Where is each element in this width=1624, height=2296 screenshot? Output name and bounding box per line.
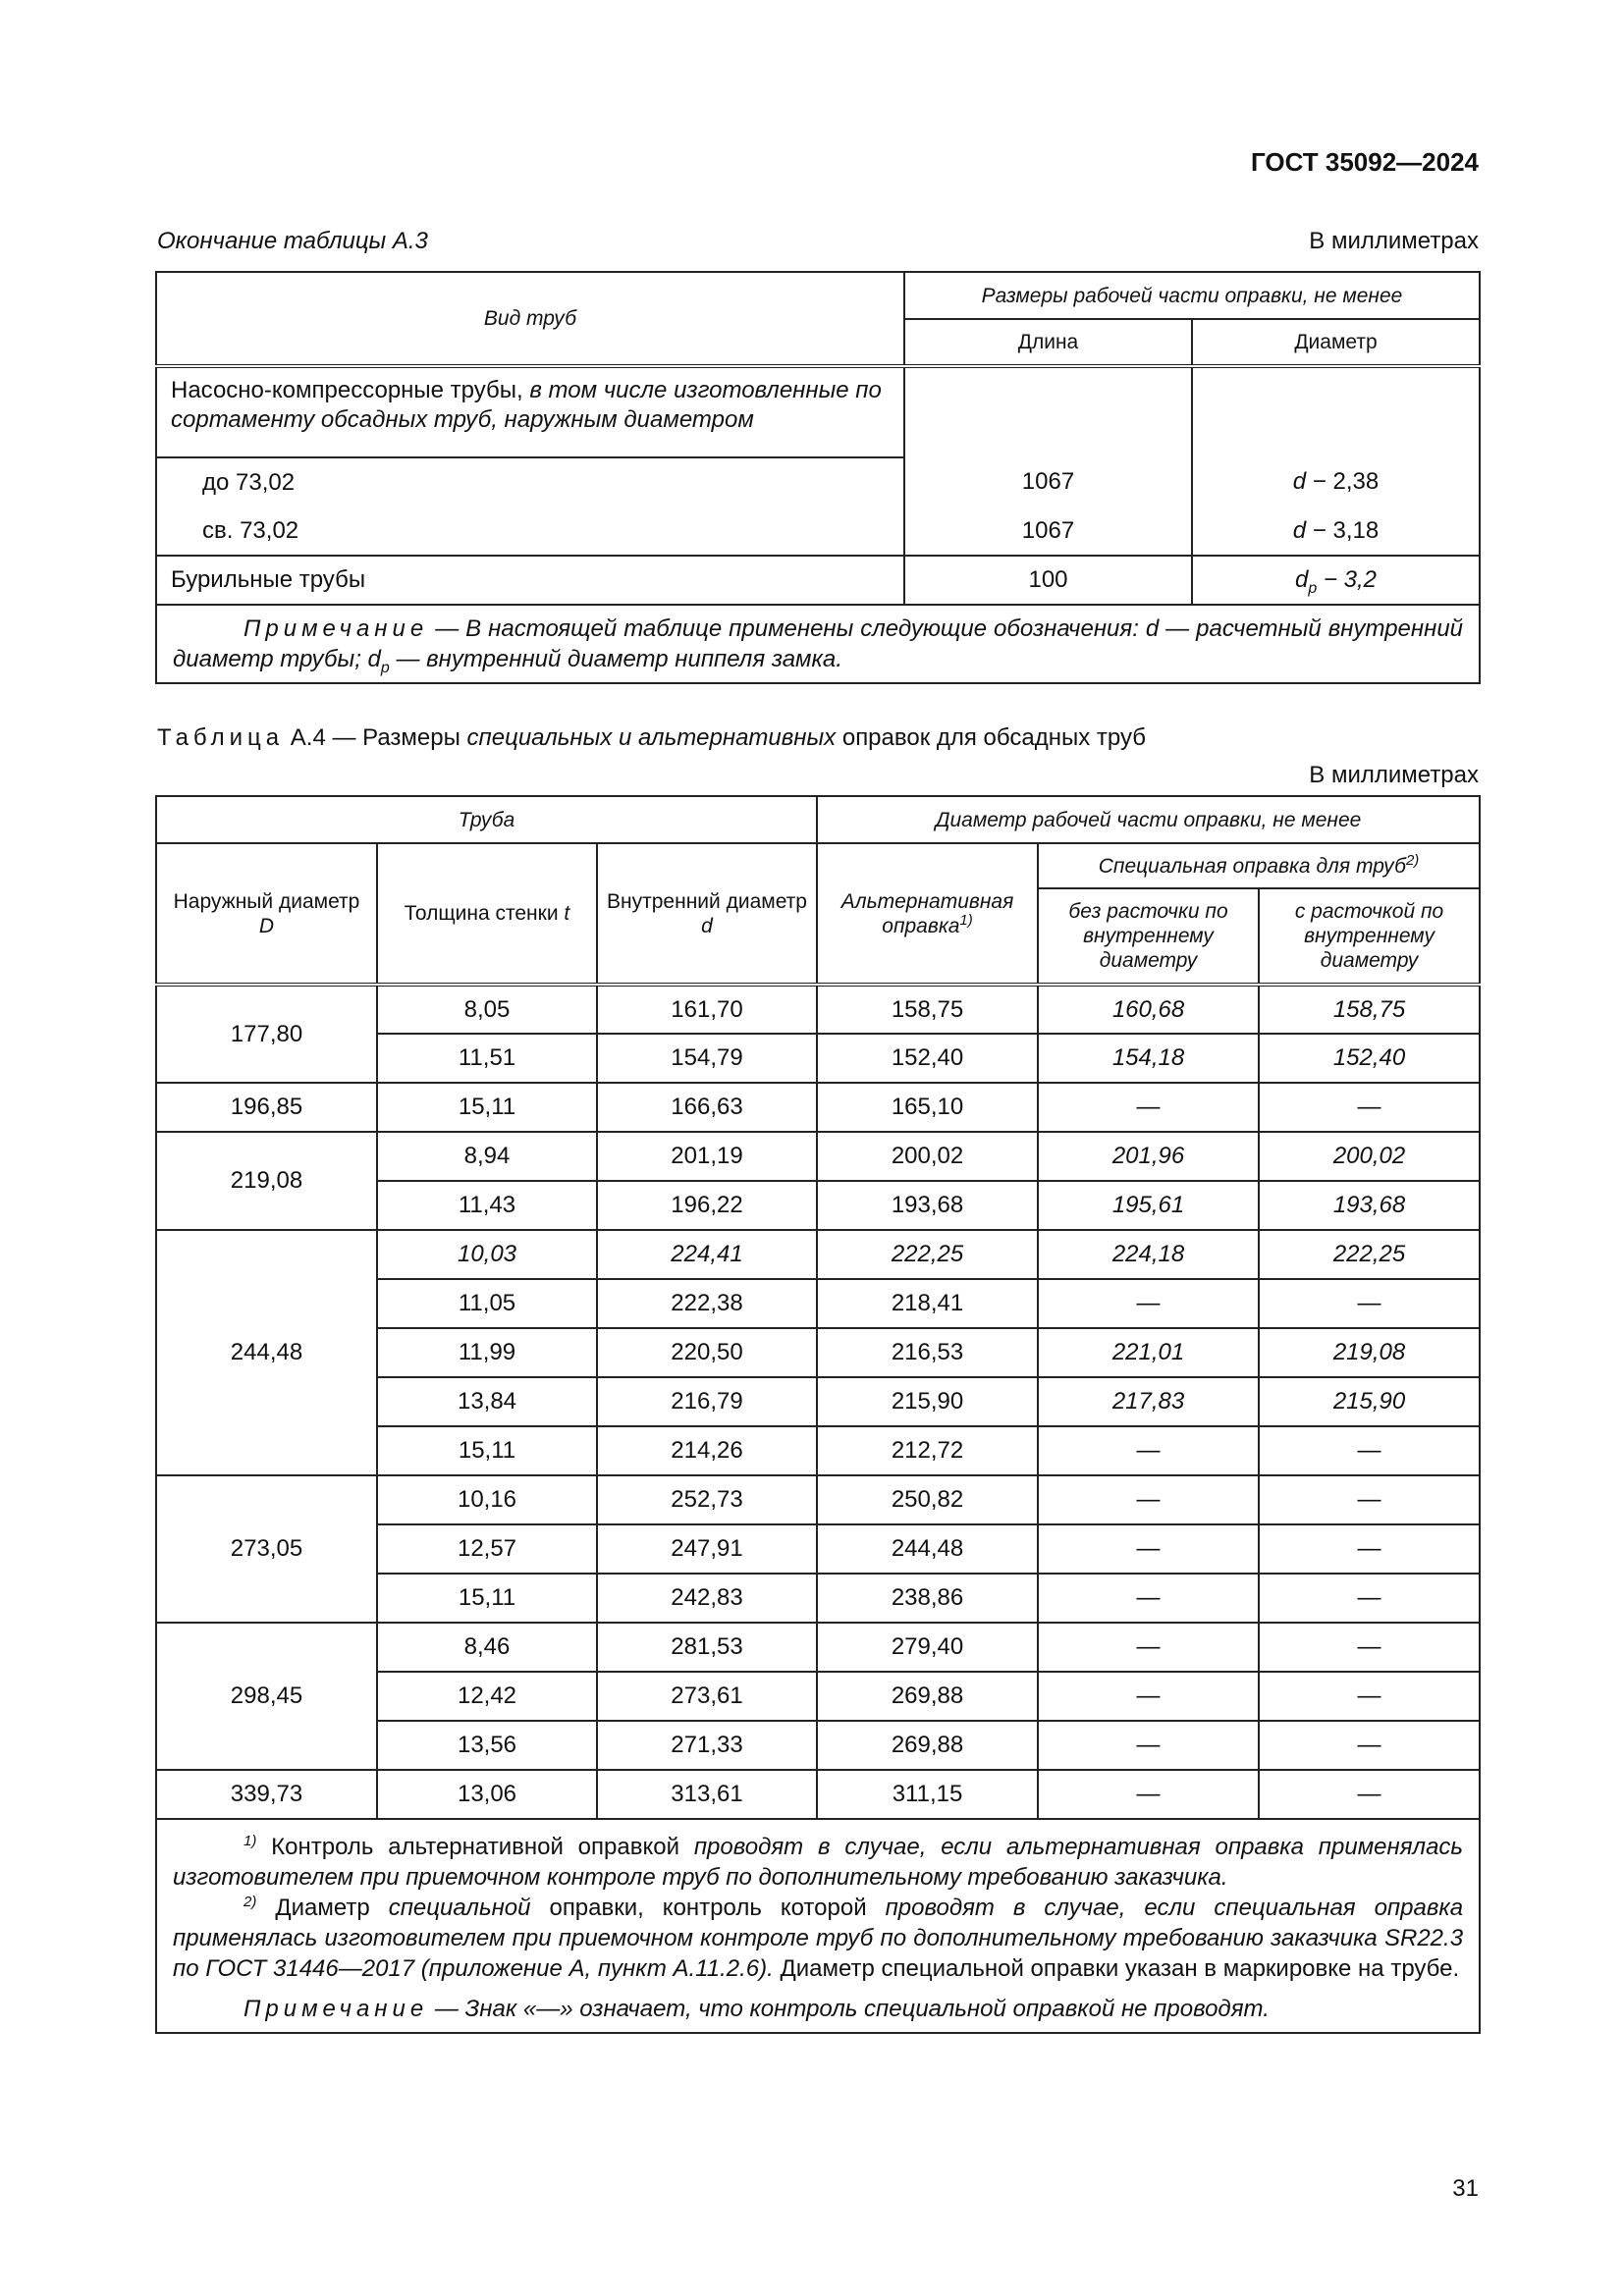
table-row <box>156 1132 1480 1181</box>
cell-inner-diameter: 281,53 <box>597 1623 817 1672</box>
cell-special-bore: 193,68 <box>1259 1181 1480 1230</box>
cell-alternative: 250,82 <box>817 1475 1038 1524</box>
cell-special-bore: 152,40 <box>1259 1034 1480 1083</box>
row-length: 1067 <box>904 507 1192 556</box>
cell-wall-thickness: 15,11 <box>377 1426 597 1475</box>
cell-special-bore: — <box>1259 1426 1480 1475</box>
table-a4-note: Примечание — Знак «—» означает, что контроль специальной оправкой не проводят. <box>244 1996 1270 2022</box>
cell-alternative: 269,88 <box>817 1721 1038 1770</box>
cell-special-no-bore: 154,18 <box>1038 1034 1259 1083</box>
col-header-wall-thickness: Толщина стенки t <box>377 843 597 985</box>
cell-inner-diameter: 271,33 <box>597 1721 817 1770</box>
cell-alternative: 158,75 <box>817 985 1038 1034</box>
cell-inner-diameter: 216,79 <box>597 1377 817 1426</box>
table-a4-footnotes <box>156 1819 1480 2033</box>
cell-special-bore: 222,25 <box>1259 1230 1480 1279</box>
table-row <box>156 1475 1480 1524</box>
cell-special-bore: — <box>1259 1524 1480 1574</box>
cell-outer-diameter: 219,08 <box>156 1132 377 1230</box>
col-header-diameter: Диаметр <box>1192 319 1480 366</box>
cell-special-no-bore: — <box>1038 1426 1259 1475</box>
col-header-pipe: Труба <box>156 796 817 843</box>
cell-wall-thickness: 8,94 <box>377 1132 597 1181</box>
cell-special-bore: 200,02 <box>1259 1132 1480 1181</box>
table-a3-note: Примечание — В настоящей таблице применены следующие обозначения: d — расчетный внутренний диаметр трубы; $d_р$ — внутренний диаметр ниппеля замка. <box>156 605 1480 683</box>
col-header-inner-diameter: Внутренний диаметр d <box>597 843 817 985</box>
cell-wall-thickness: 13,06 <box>377 1770 597 1819</box>
cell-alternative: 215,90 <box>817 1377 1038 1426</box>
cell-special-bore: — <box>1259 1574 1480 1623</box>
cell-special-no-bore: 160,68 <box>1038 985 1259 1034</box>
cell-special-bore: — <box>1259 1672 1480 1721</box>
cell-wall-thickness: 15,11 <box>377 1083 597 1132</box>
cell-wall-thickness: 15,11 <box>377 1574 597 1623</box>
table-a3-caption: Окончание таблицы А.3 <box>157 228 428 254</box>
row-diameter: $d_р - 3,2$ <box>1192 556 1480 605</box>
cell-special-bore: — <box>1259 1475 1480 1524</box>
col-header-special: Специальная оправка для труб$^{2)}$ <box>1038 843 1480 888</box>
row-type: до 73,02 <box>156 457 904 507</box>
cell-special-no-bore: — <box>1038 1524 1259 1574</box>
table-a4-body <box>156 985 1480 1819</box>
cell-outer-diameter: 298,45 <box>156 1623 377 1770</box>
cell-alternative: 244,48 <box>817 1524 1038 1574</box>
col-header-length: Длина <box>904 319 1192 366</box>
table-a3 <box>155 271 1481 684</box>
table-a3-unit: В миллиметрах <box>1309 228 1479 254</box>
footnote-2: $^{2)}$ Диаметр специальной оправки, контроль которой проводят в случае, если специальная оправка применялась изготовителем при приемочном контроле труб по дополнительному требованию заказчика SR22.3 по ГОСТ 31446—2017 (приложение А, пункт А.11.2.6). Диаметр специальной оправки указан в маркировке на трубе. <box>173 1894 1464 1982</box>
cell-alternative: 193,68 <box>817 1181 1038 1230</box>
table-row <box>156 1083 1480 1132</box>
cell-inner-diameter: 201,19 <box>597 1132 817 1181</box>
cell-special-bore: — <box>1259 1721 1480 1770</box>
cell-special-bore: — <box>1259 1770 1480 1819</box>
row-length: 1067 <box>904 457 1192 507</box>
footnote-1: $^{1)}$ Контроль альтернативной оправкой проводят в случае, если альтернативная оправка применялась изготовителем при приемочном контроле труб по дополнительному требованию заказчика. <box>173 1833 1464 1891</box>
cell-alternative: 152,40 <box>817 1034 1038 1083</box>
cell-special-no-bore: — <box>1038 1672 1259 1721</box>
page-number: 31 <box>1452 2175 1479 2202</box>
cell-wall-thickness: 12,57 <box>377 1524 597 1574</box>
cell-wall-thickness: 11,99 <box>377 1328 597 1377</box>
cell-outer-diameter: 196,85 <box>156 1083 377 1132</box>
cell-special-no-bore: — <box>1038 1083 1259 1132</box>
row-diameter: d − 3,18 <box>1192 507 1480 556</box>
cell-special-no-bore: — <box>1038 1279 1259 1328</box>
cell-outer-diameter: 244,48 <box>156 1230 377 1475</box>
cell-alternative: 222,25 <box>817 1230 1038 1279</box>
cell-special-no-bore: — <box>1038 1770 1259 1819</box>
cell-outer-diameter: 339,73 <box>156 1770 377 1819</box>
cell-wall-thickness: 8,46 <box>377 1623 597 1672</box>
col-header-group: Размеры рабочей части оправки, не менее <box>904 272 1480 319</box>
cell-special-no-bore: — <box>1038 1574 1259 1623</box>
cell-outer-diameter: 273,05 <box>156 1475 377 1623</box>
cell-wall-thickness: 13,56 <box>377 1721 597 1770</box>
cell-wall-thickness: 12,42 <box>377 1672 597 1721</box>
col-header-outer-diameter: Наружный диаметр D <box>156 843 377 985</box>
col-header-bore: с расточкой по внутреннему диаметру <box>1259 888 1480 985</box>
cell-inner-diameter: 247,91 <box>597 1524 817 1574</box>
col-header-alternative: Альтернативная оправка$^{1)}$ <box>817 843 1038 985</box>
col-header-no-bore: без расточки по внутреннему диаметру <box>1038 888 1259 985</box>
cell-outer-diameter: 177,80 <box>156 985 377 1083</box>
cell-special-no-bore: 195,61 <box>1038 1181 1259 1230</box>
cell-special-bore: 158,75 <box>1259 985 1480 1034</box>
table-row <box>156 1230 1480 1279</box>
table-a4-caption: Таблица А.4 — Размеры специальных и альтернативных оправок для обсадных труб <box>157 724 1146 751</box>
cell-alternative: 165,10 <box>817 1083 1038 1132</box>
row-group-label: Насосно-компрессорные трубы, в том числе изготовленные по сортаменту обсадных труб, наружным диаметром <box>156 366 904 457</box>
cell-wall-thickness: 11,05 <box>377 1279 597 1328</box>
cell-special-no-bore: — <box>1038 1721 1259 1770</box>
cell-inner-diameter: 252,73 <box>597 1475 817 1524</box>
cell-alternative: 311,15 <box>817 1770 1038 1819</box>
cell-wall-thickness: 11,43 <box>377 1181 597 1230</box>
table-row <box>156 1770 1480 1819</box>
cell-wall-thickness: 13,84 <box>377 1377 597 1426</box>
cell-special-bore: 219,08 <box>1259 1328 1480 1377</box>
cell-wall-thickness: 8,05 <box>377 985 597 1034</box>
cell-special-bore: 215,90 <box>1259 1377 1480 1426</box>
cell-alternative: 216,53 <box>817 1328 1038 1377</box>
cell-alternative: 238,86 <box>817 1574 1038 1623</box>
cell-special-bore: — <box>1259 1083 1480 1132</box>
cell-inner-diameter: 161,70 <box>597 985 817 1034</box>
cell-special-bore: — <box>1259 1279 1480 1328</box>
cell-inner-diameter: 154,79 <box>597 1034 817 1083</box>
cell-special-no-bore: 217,83 <box>1038 1377 1259 1426</box>
cell-special-no-bore: 201,96 <box>1038 1132 1259 1181</box>
col-header-mandrel: Диаметр рабочей части оправки, не менее <box>817 796 1480 843</box>
cell-wall-thickness: 10,16 <box>377 1475 597 1524</box>
document-id: ГОСТ 35092—2024 <box>1251 147 1479 177</box>
row-diameter: d − 2,38 <box>1192 457 1480 507</box>
cell-special-bore: — <box>1259 1623 1480 1672</box>
cell-inner-diameter: 214,26 <box>597 1426 817 1475</box>
cell-alternative: 200,02 <box>817 1132 1038 1181</box>
row-type: Бурильные трубы <box>156 556 904 605</box>
cell-alternative: 218,41 <box>817 1279 1038 1328</box>
cell-inner-diameter: 273,61 <box>597 1672 817 1721</box>
cell-special-no-bore: 224,18 <box>1038 1230 1259 1279</box>
cell-inner-diameter: 222,38 <box>597 1279 817 1328</box>
cell-inner-diameter: 196,22 <box>597 1181 817 1230</box>
cell-special-no-bore: — <box>1038 1623 1259 1672</box>
col-header-type: Вид труб <box>156 272 904 366</box>
cell-alternative: 212,72 <box>817 1426 1038 1475</box>
row-type: св. 73,02 <box>156 507 904 556</box>
cell-wall-thickness: 11,51 <box>377 1034 597 1083</box>
table-row <box>156 985 1480 1034</box>
cell-inner-diameter: 242,83 <box>597 1574 817 1623</box>
table-a4-unit: В миллиметрах <box>1309 762 1479 788</box>
cell-alternative: 279,40 <box>817 1623 1038 1672</box>
cell-inner-diameter: 313,61 <box>597 1770 817 1819</box>
cell-special-no-bore: 221,01 <box>1038 1328 1259 1377</box>
cell-inner-diameter: 224,41 <box>597 1230 817 1279</box>
table-row <box>156 1623 1480 1672</box>
row-length: 100 <box>904 556 1192 605</box>
cell-inner-diameter: 220,50 <box>597 1328 817 1377</box>
cell-alternative: 269,88 <box>817 1672 1038 1721</box>
table-a4 <box>155 795 1481 2034</box>
cell-wall-thickness: 10,03 <box>377 1230 597 1279</box>
cell-inner-diameter: 166,63 <box>597 1083 817 1132</box>
cell-special-no-bore: — <box>1038 1475 1259 1524</box>
